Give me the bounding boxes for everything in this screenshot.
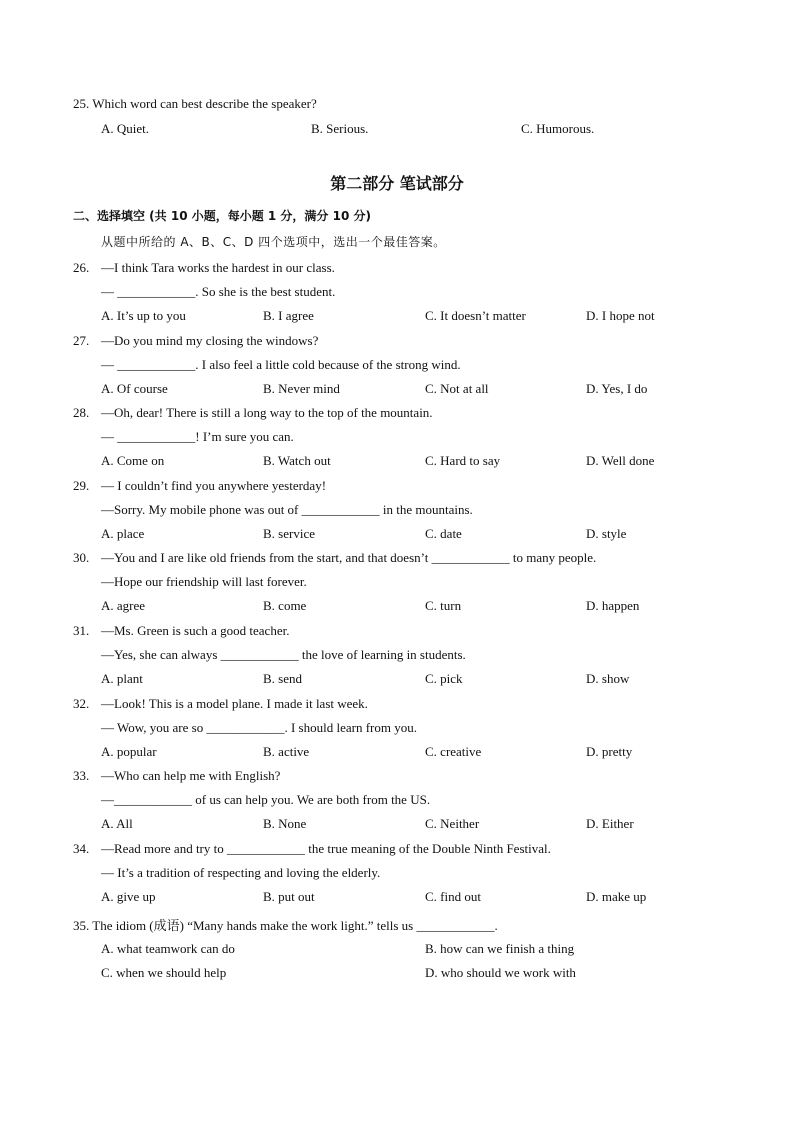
question-response: — ____________. I also feel a little cold because of the strong wind.	[101, 357, 461, 372]
option-c: C. Hard to say	[425, 453, 501, 468]
option-c: C. find out	[425, 889, 481, 904]
option-d: D. show	[586, 671, 630, 686]
question-27	[0, 333, 794, 406]
option-d: D. Either	[586, 816, 634, 831]
question-35-stem: 35. The idiom (成语) “Many hands make the work light.” tells us ____________.	[73, 918, 498, 933]
option-c: C. It doesn’t matter	[425, 308, 526, 323]
question-number: 33.	[73, 768, 90, 783]
option-b: B. put out	[263, 889, 315, 904]
question-response: — ____________. So she is the best student.	[101, 284, 336, 299]
question-response: —Sorry. My mobile phone was out of ____________ in the mountains.	[101, 502, 473, 517]
question-response: —Yes, she can always ____________ the love of learning in students.	[101, 647, 466, 662]
option-b: B. Watch out	[263, 453, 331, 468]
question-29	[0, 478, 794, 551]
option-a: A. popular	[101, 744, 157, 759]
option-a: A. It’s up to you	[101, 308, 186, 323]
question-number: 29.	[73, 478, 90, 493]
question-number: 30.	[73, 550, 90, 565]
section-heading: 二、选择填空 (共 10 小题，每小题 1 分，满分 10 分)	[73, 209, 371, 223]
question-prompt: — I couldn’t find you anywhere yesterday!	[101, 478, 327, 493]
option-c: C. Not at all	[425, 381, 489, 396]
question-35-option-c: C. when we should help	[101, 965, 227, 980]
option-a: A. plant	[101, 671, 143, 686]
option-d: D. style	[586, 526, 627, 541]
option-b: B. service	[263, 526, 315, 541]
option-d: D. I hope not	[586, 308, 655, 323]
question-prompt: —Oh, dear! There is still a long way to the top of the mountain.	[101, 405, 433, 420]
question-number: 31.	[73, 623, 90, 638]
question-prompt: —Look! This is a model plane. I made it last week.	[101, 696, 368, 711]
option-a: A. Come on	[101, 453, 165, 468]
option-b: B. I agree	[263, 308, 314, 323]
option-d: D. happen	[586, 598, 640, 613]
question-prompt: —I think Tara works the hardest in our class.	[101, 260, 335, 275]
option-c: C. pick	[425, 671, 463, 686]
question-prompt: —Read more and try to ____________ the true meaning of the Double Ninth Festival.	[101, 841, 551, 856]
option-a: A. give up	[101, 889, 156, 904]
question-25-option-a: A. Quiet.	[101, 121, 150, 136]
question-26	[0, 260, 794, 333]
option-d: D. Yes, I do	[586, 381, 648, 396]
question-35-option-a: A. what teamwork can do	[101, 941, 235, 956]
option-b: B. come	[263, 598, 307, 613]
question-response: — ____________! I’m sure you can.	[101, 429, 294, 444]
question-number: 27.	[73, 333, 90, 348]
question-number: 32.	[73, 696, 90, 711]
option-a: A. agree	[101, 598, 146, 613]
option-a: A. Of course	[101, 381, 168, 396]
option-c: C. date	[425, 526, 462, 541]
question-response: —____________ of us can help you. We are both from the US.	[101, 792, 431, 807]
option-b: B. send	[263, 671, 302, 686]
question-31	[0, 623, 794, 696]
question-prompt: —Who can help me with English?	[101, 768, 281, 783]
question-35-option-d: D. who should we work with	[425, 965, 576, 980]
question-30	[0, 550, 794, 623]
question-prompt: —Ms. Green is such a good teacher.	[101, 623, 290, 638]
question-response: — Wow, you are so ____________. I should learn from you.	[101, 720, 417, 735]
option-c: C. creative	[425, 744, 482, 759]
option-b: B. Never mind	[263, 381, 340, 396]
question-response: — It’s a tradition of respecting and loving the elderly.	[101, 865, 381, 880]
question-25-stem: 25. Which word can best describe the speaker?	[73, 96, 317, 111]
option-d: D. Well done	[586, 453, 655, 468]
question-prompt: —You and I are like old friends from the start, and that doesn’t ____________ to many people.	[101, 550, 597, 565]
question-number: 34.	[73, 841, 90, 856]
question-number: 28.	[73, 405, 90, 420]
option-a: A. All	[101, 816, 133, 831]
option-d: D. make up	[586, 889, 647, 904]
option-b: B. active	[263, 744, 310, 759]
question-response: —Hope our friendship will last forever.	[101, 574, 307, 589]
question-35-option-b: B. how can we finish a thing	[425, 941, 575, 956]
option-c: C. turn	[425, 598, 462, 613]
option-a: A. place	[101, 526, 145, 541]
option-d: D. pretty	[586, 744, 633, 759]
question-25-option-b: B. Serious.	[311, 121, 369, 136]
option-c: C. Neither	[425, 816, 480, 831]
section-instruction: 从题中所给的 A、B、C、D 四个选项中，选出一个最佳答案。	[101, 235, 446, 249]
question-prompt: —Do you mind my closing the windows?	[101, 333, 319, 348]
option-b: B. None	[263, 816, 307, 831]
question-34	[0, 841, 794, 914]
question-33	[0, 768, 794, 841]
part-title: 第二部分 笔试部分	[330, 174, 464, 193]
question-25-option-c: C. Humorous.	[521, 121, 595, 136]
question-28	[0, 405, 794, 478]
question-32	[0, 696, 794, 769]
question-number: 26.	[73, 260, 90, 275]
